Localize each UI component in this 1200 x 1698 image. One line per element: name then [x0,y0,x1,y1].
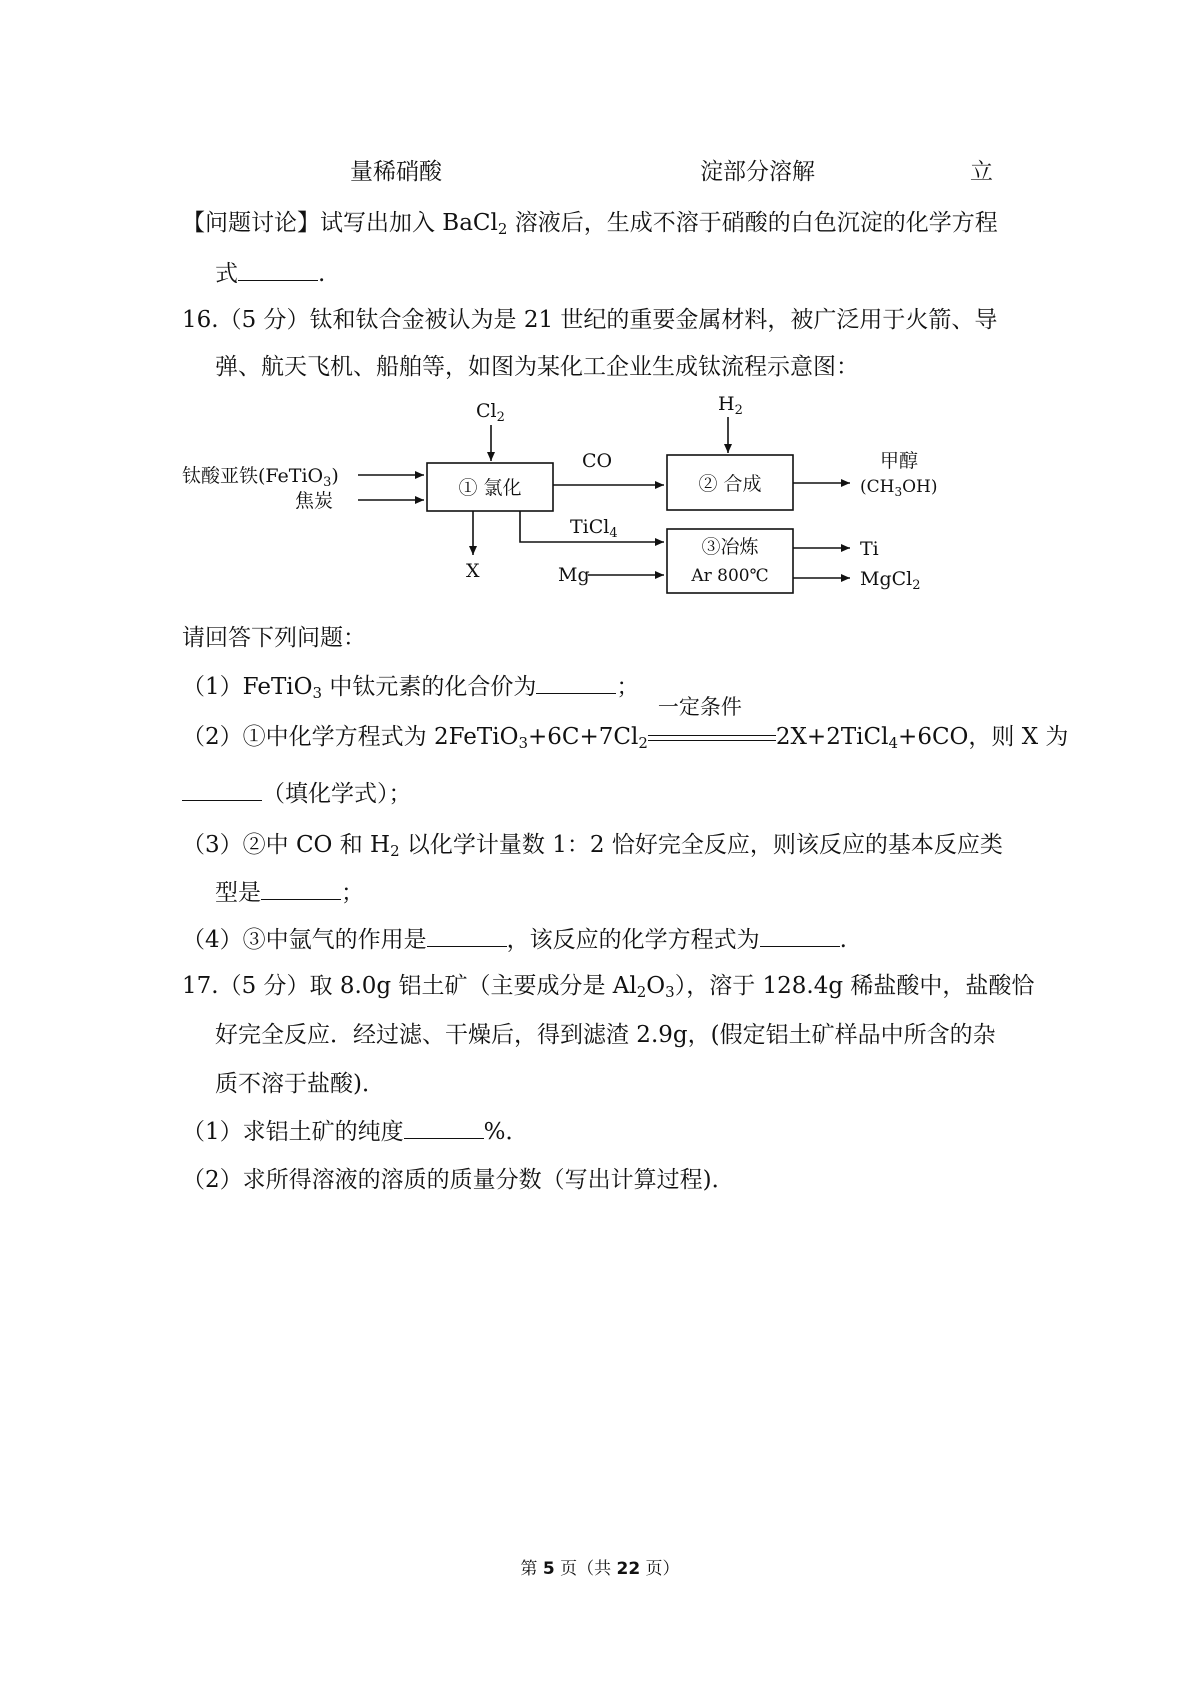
box3-condition: Ar 800℃ [691,566,769,586]
answer-blank[interactable] [261,877,341,900]
text: 式 [215,261,238,287]
titanium-process-flow-diagram [180,395,960,605]
x-label: X [466,560,480,582]
condition-label: 一定条件 [657,695,742,719]
text: 中钛元素的化合价为 [322,674,537,700]
subscript: 2 [638,734,648,752]
text: +6C+7Cl [528,724,639,750]
answer-blank[interactable] [427,924,507,947]
discussion-line-1 [182,208,998,238]
feed2-label: 焦炭 [295,490,334,512]
q16-line-2: 弹、航天飞机、船舶等，如图为某化工企业生成钛流程示意图： [215,354,859,380]
ticl4-label: TiCl$_4$ [570,516,618,541]
q16-part-3 [182,830,1003,860]
equals-line-bottom [648,740,776,741]
mg-label: Mg [558,564,590,586]
discussion-line-2 [215,258,325,289]
feed1-label: 钛酸亚铁(FeTiO$_3$) [182,465,339,490]
text: （3）②中 CO 和 H [182,832,391,858]
answer-blank[interactable] [536,671,616,694]
q16-part-3-cont [215,877,364,908]
subscript: 3 [665,983,675,1001]
text: （1）求铝土矿的纯度 [182,1119,404,1145]
text: . [318,261,326,287]
h2-label: $H_2$ [718,395,743,418]
table-cell-conclusion: 立 [970,159,993,185]
text: 以化学计量数 1：2 恰好完全反应，则该反应的基本反应类 [399,832,1003,858]
text: ； [341,880,364,906]
answer-blank[interactable] [760,924,840,947]
box3-label: ③冶炼 [701,536,759,558]
text: 溶液后，生成不溶于硝酸的白色沉淀的化学方程 [507,210,998,236]
answer-blank[interactable] [238,258,318,281]
methanol-label: 甲醇 [880,450,919,472]
reaction-condition-arrow [648,695,776,752]
text: （1）FeTiO [182,674,313,700]
text: +6CO，则 X 为 [898,724,1069,750]
text: 页） [640,1559,680,1579]
q16-part-2-cont [182,778,412,809]
subscript: 2 [497,220,508,238]
subscript: 3 [518,734,528,752]
q16-part-4 [182,924,847,955]
text: ，该反应的化学方程式为 [506,927,760,953]
page-total: 22 [616,1559,641,1579]
q16-part-2 [182,695,1069,752]
methanol-formula: $(CH_3OH)$ [860,477,938,499]
equals-line-top [648,735,776,736]
text: 型是 [215,880,261,906]
q17-line-3: 质不溶于盐酸)． [215,1071,385,1097]
cl2-label: $Cl_2$ [476,400,505,425]
subscript: 2 [390,842,400,860]
answer-blank[interactable] [182,778,262,801]
answer-blank[interactable] [404,1116,484,1139]
text: %． [483,1119,529,1145]
table-cell-reagent: 量稀硝酸 [350,159,442,185]
q17-part-1 [182,1116,529,1147]
text: 2X+2TiCl [775,724,889,750]
q16-line-1: 16.（5 分）钛和钛合金被认为是 21 世纪的重要金属材料，被广泛用于火箭、导 [182,307,998,333]
page-footer [0,1558,1200,1580]
text: ），溶于 128.4g 稀盐酸中，盐酸恰 [674,973,1035,999]
table-cell-phenomenon: 淀部分溶解 [700,159,815,185]
subscript: 4 [888,734,899,752]
ti-label: Ti [860,538,879,560]
q16-prompt: 请回答下列问题： [182,625,366,651]
q17-line-1 [182,971,1034,1001]
mgcl2-label: MgCl$_2$ [860,568,921,593]
box2-label: ② 合成 [698,473,762,495]
text: 【问题讨论】试写出加入 BaCl [182,210,498,236]
subscript: 3 [312,684,323,702]
box1-label: ① 氯化 [458,477,522,499]
text: ； [616,674,640,700]
q17-line-2: 好完全反应．经过滤、干燥后，得到滤渣 2.9g，(假定铝土矿样品中所含的杂 [215,1022,996,1048]
text: . [839,927,847,953]
q17-part-2: （2）求所得溶液的溶质的质量分数（写出计算过程)． [182,1167,735,1193]
page-number: 5 [542,1559,555,1579]
subscript: 2 [636,983,647,1001]
text: O [646,973,666,999]
text: （2）①中化学方程式为 2FeTiO [182,724,519,750]
text: （填化学式）； [262,781,412,807]
text: 17.（5 分）取 8.0g 铝土矿（主要成分是 Al [182,973,637,999]
text: 页（共 [554,1559,617,1579]
text: 第 [520,1559,543,1579]
q16-part-1 [182,671,639,702]
co-label: CO [582,450,613,472]
text: （4）③中氩气的作用是 [182,927,427,953]
